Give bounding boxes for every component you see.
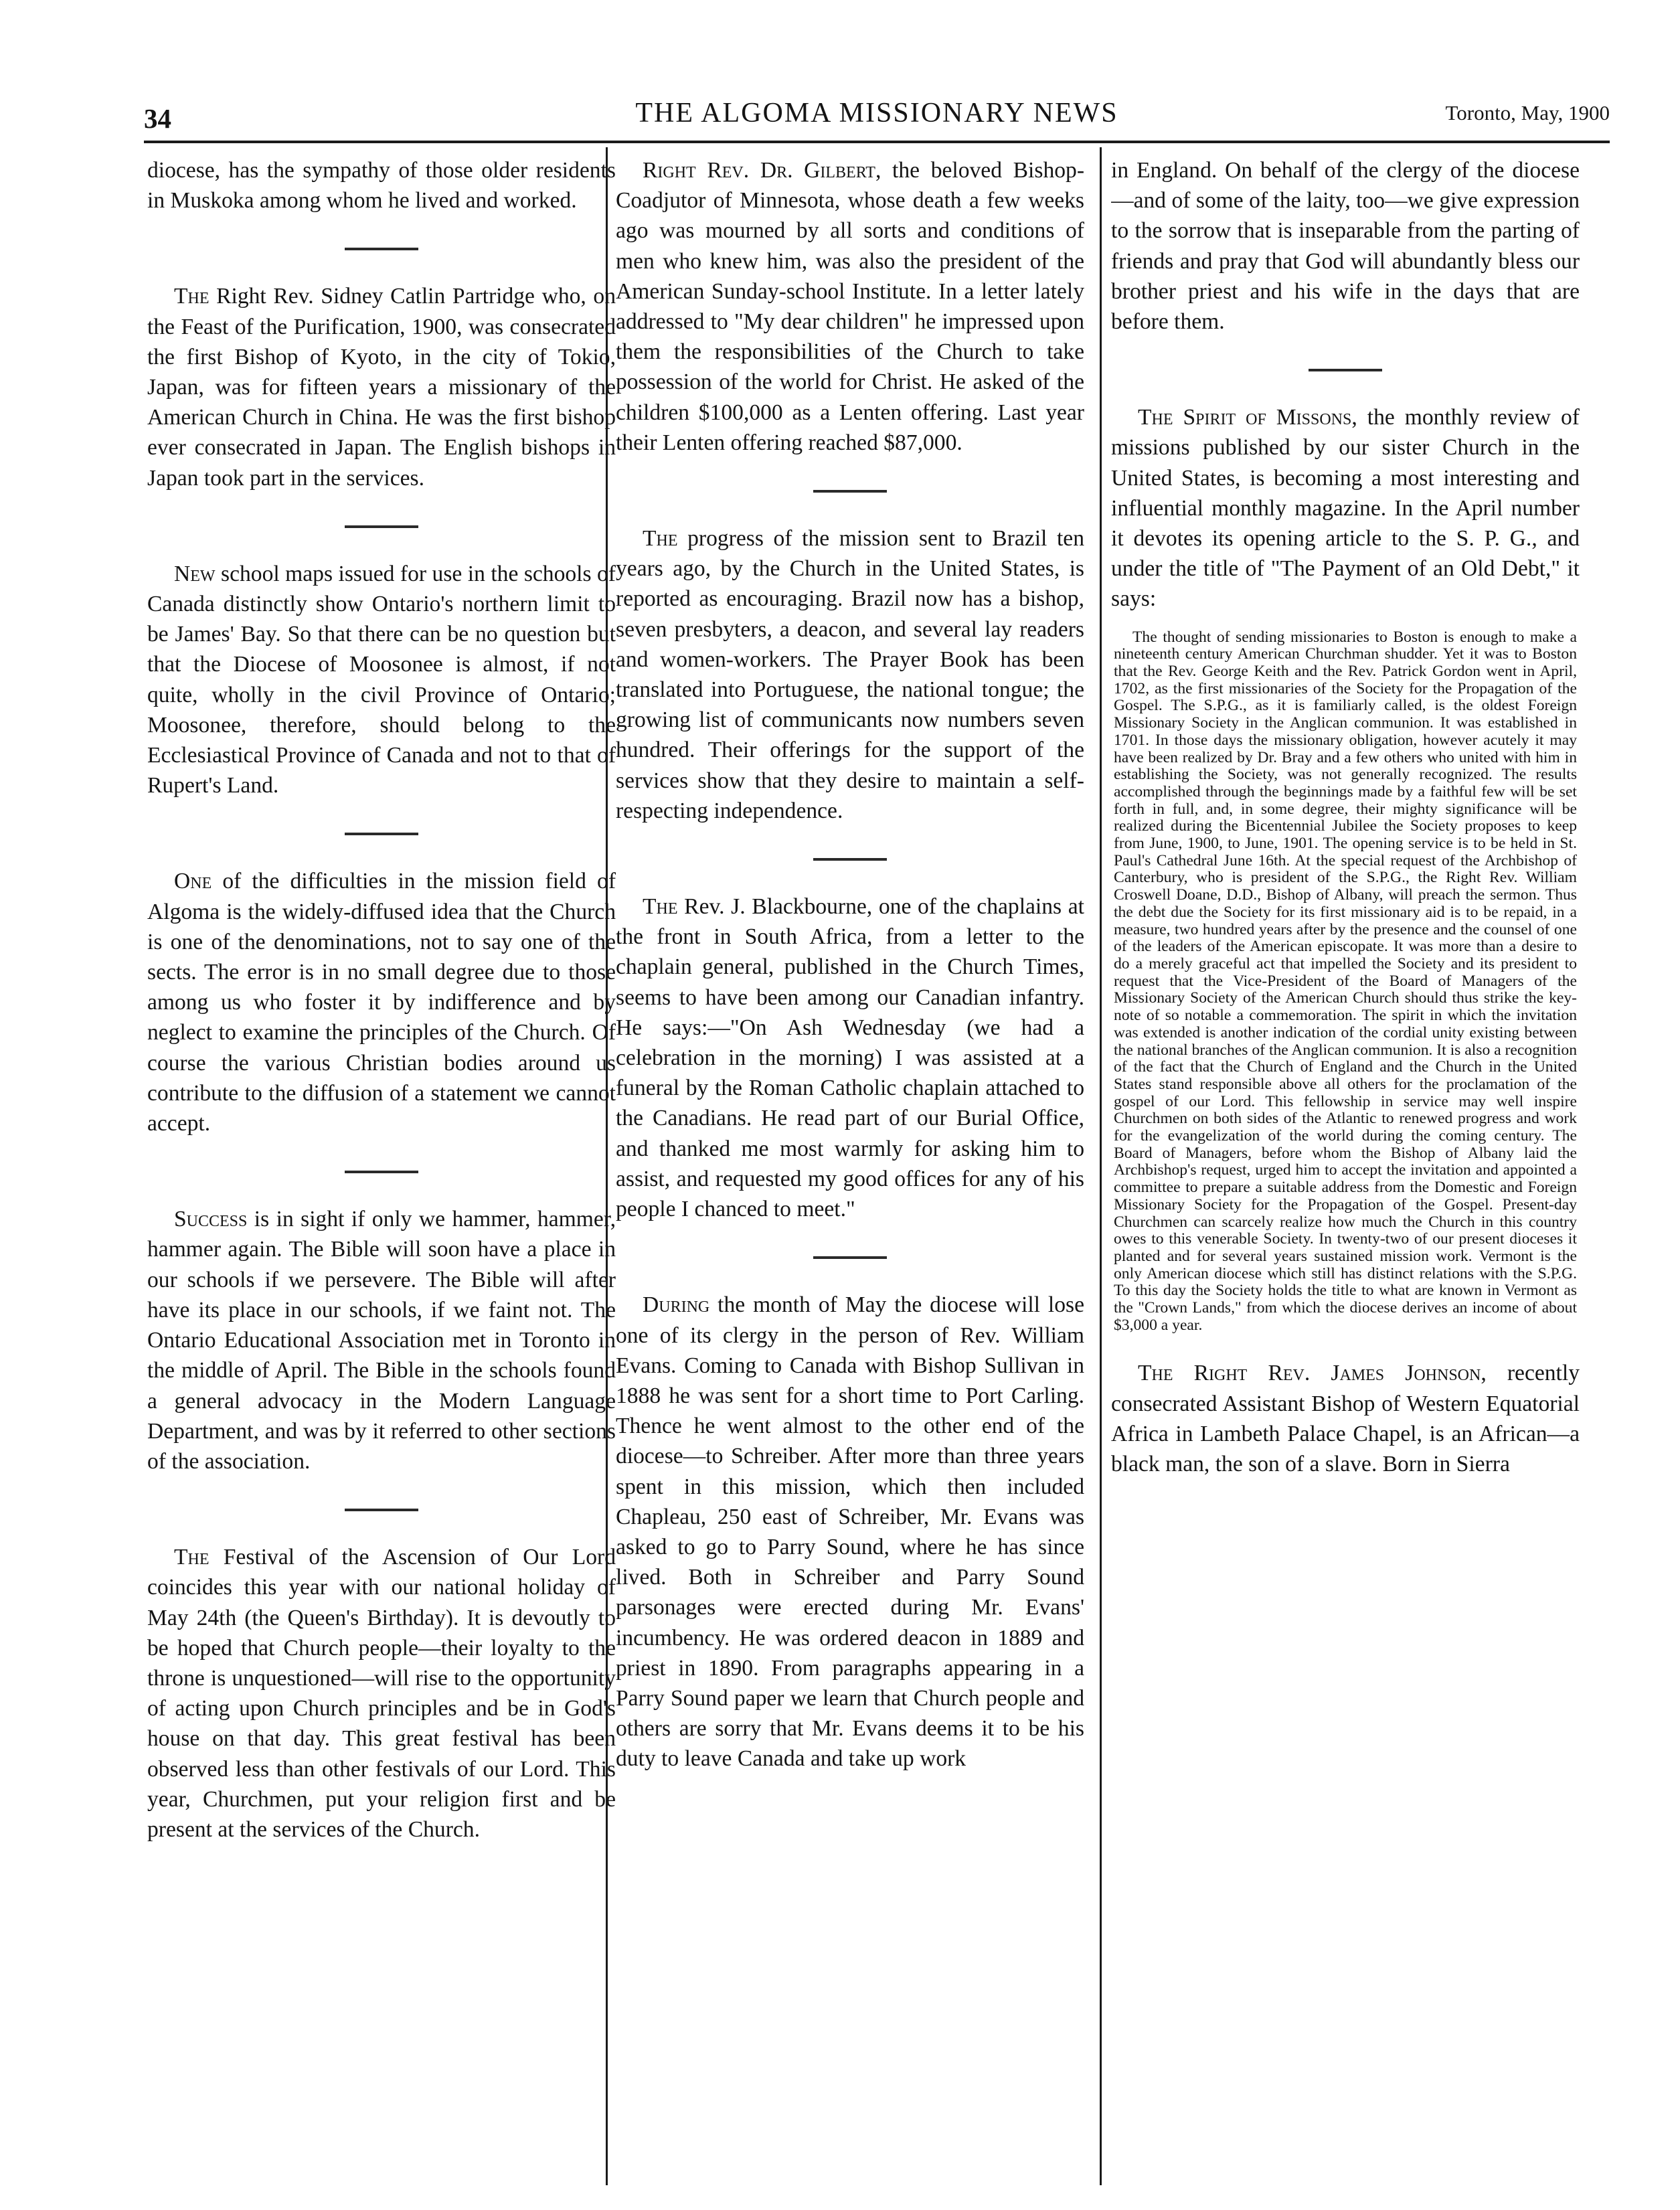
section-divider — [1309, 369, 1382, 371]
article-paragraph — [1111, 1358, 1580, 1479]
quoted-passage — [1111, 629, 1580, 1335]
column-2 — [616, 155, 1084, 2190]
article-paragraph — [147, 559, 616, 801]
paragraph-text: Rev. J. Blackbourne, one of the chaplains at the front in South Africa, from a letter to the chaplain general, published in the Church Times, seems to have been among our Canadian infantry. He says:—"On Ash Wednesday (we had a celebration in the morning) I was assisted at a funeral by the Roman Catholic chaplain attached to the Canadians. He read part of our Burial Office, and thanked me most warmly for asking him to assist, and requested my good offices for any of his people I chanced to meet." — [616, 894, 1084, 1222]
paragraph-text: The thought of sending missionaries to Boston is enough to make a nineteenth century American Churchman shudder. Yet it was to Boston that the Rev. George Keith and the Rev. Patrick Gordon went in April, 1702, as the first missionaries of the Society for the Propagation of the Gospel. The S.P.G., as it is familiarly called, is the oldest Foreign Missionary Society in the Anglican communion. It was established in 1701. In those days the missionary obligation, however acutely it may have been realized by Dr. Bray and a few others who united with him in establishing the Society, was not generally recognized. The results accomplished through the beginnings made by a faithful few will be set forth in full, and, in some degree, their mighty significance will be realized during the Bicentennial Jubilee the Society proposes to keep from June, 1900, to June, 1901. The opening service is to be held in St. Paul's Cathedral June 16th. At the special request of the Archbishop of Canterbury, who is president of the S.P.G., the Right Rev. William Croswell Doane, D.D., Bishop of Albany, will preach the sermon. Thus the debt due the Society for its first missionary aid is to be repaid, in a measure, two hundred years after by the presence and the counsel of one of the leaders of the American episcopate. It was more than a desire to do a merely graceful act that impelled the Society and its president to request that the Vice-President of the Board of Managers of the Missionary Society of the American Church should thus strike the key-note of so notable a commemoration. The spirit in which the invitation was extended is another indication of the cordial unity existing between the national branches of the Anglican communion. It is also a recognition of the fact that the Church of England and the Church in the United States stand responsible above all others for the proclamation of the gospel of our Lord. This fellowship in service may well inspire Churchmen on both sides of the Atlantic to renewed progress and work for the evangelization of the world during the coming century. The Board of Managers, before whom the Bishop of Albany laid the Archbishop's request, urged him to accept the invitation and appointed a committee to prepare a suitable address from the Domestic and Foreign Missionary Society for the Propagation of the Gospel. Present-day Churchmen can scarcely realize how much the Church in this country owes to this venerable Society. In twenty-two of our present dioceses it planted and for several years sustained mission work. Vermont is the only American diocese which still has distinct relations with the S.P.G. To this day the Society holds the title to what are known in Vermont as the "Crown Lands," from which the diocese derives an income of about $3,000 a year. — [1114, 628, 1577, 1334]
paragraph-text: the beloved Bishop-Coadjutor of Minnesota, whose death a few weeks ago was mourned by all sorts and conditions of men who knew him, was also the president of the American Sunday-school Institute. In a letter lately addressed to "My dear children" he impressed upon them the responsibilities of the Church to take possession of the world for Christ. He asked of the children $100,000 as a Lenten offering. Last year their Lenten offering reached $87,000. — [616, 158, 1084, 455]
section-divider — [345, 248, 418, 250]
masthead: THE ALGOMA MISSIONARY NEWS — [635, 98, 1118, 129]
paragraph-text: diocese, has the sympathy of those older residents in Muskoka among whom he lived and worked. — [147, 158, 616, 214]
paragraph-text: the month of May the diocese will lose one of its clergy in the person of Rev. William Evans. Coming to Canada with Bishop Sullivan in 1888 he was sent for a short time to Port Carling. Thence he went almost to the other end of the diocese—to Schreiber. After more than three years spent in this mission, which then included Chapleau, 250 east of Schreiber, Mr. Evans was asked to go to Parry Sound, where he has since lived. Both in Schreiber and Parry Sound parsonages were erected during Mr. Evans' incumbency. He was ordered deacon in 1889 and priest in 1890. From paragraphs appearing in a Parry Sound paper we learn that Church people and others are sorry that Mr. Evans deems it to be his duty to leave Canada and take up work — [616, 1292, 1084, 1772]
article-paragraph — [1111, 402, 1580, 614]
article-paragraph — [147, 866, 616, 1138]
paragraph-text: recently consecrated Assistant Bishop of Western Equatorial Africa in Lambeth Palace Chapel, is an African—a black man, the son of a slave. Born in Sierra — [1111, 1361, 1580, 1477]
lead-in: The — [643, 894, 678, 920]
article-paragraph — [616, 523, 1084, 826]
article-paragraph — [1111, 155, 1580, 337]
paragraph-text: Festival of the Ascension of Our Lord coincides this year with our national holiday of May 24th (the Queen's Birthday). It is devoutly to be hoped that Church people—their loyalty to the throne is unquestioned—will rise to the opportunity of acting upon Church principles and be in God's house on that day. This great festival has been observed less than other festivals of our Lord. This year, Churchmen, put your religion first and be present at the services of the Church. — [147, 1545, 616, 1842]
paragraph-text: is in sight if only we hammer, hammer, hammer again. The Bible will soon have a place in our schools if we persevere. The Bible will after have its place in our schools, if we faint not. The Ontario Educational Association met in Toronto in the middle of April. The Bible in the schools found a general advocacy in the Modern Language Department, and was by it referred to other sections of the association. — [147, 1207, 616, 1474]
lead-in: New — [174, 561, 216, 586]
page-header — [144, 90, 1610, 137]
lead-in: The — [174, 1545, 209, 1570]
column-3 — [1111, 155, 1580, 2190]
article-paragraph — [147, 1542, 616, 1845]
lead-in: The — [174, 284, 209, 309]
lead-in: The Right Rev. James Johnson, — [1138, 1361, 1487, 1386]
paragraph-text: the monthly review of missions published by our sister Church in the United States, is becoming a most interesting and influential monthly magazine. In the April number it devotes its opening article to the S. P. G., and under the title of "The Payment of an Old Debt," it says: — [1111, 405, 1580, 612]
paragraph-text: progress of the mission sent to Brazil ten years ago, by the Church in the United States, is reported as encouraging. Brazil now has a bishop, seven presbyters, a deacon, and several lay readers and women-workers. The Prayer Book has been translated into Portuguese, the national tongue; the growing list of communicants now numbers seven hundred. Their offerings for the support of the services show that they desire to maintain a self-respecting independence. — [616, 526, 1084, 823]
lead-in: Success — [174, 1207, 248, 1232]
article-paragraph — [147, 155, 616, 216]
article-paragraph — [147, 1204, 616, 1476]
dateline: Toronto, May, 1900 — [1445, 101, 1610, 124]
lead-in: One — [174, 869, 212, 894]
section-divider — [345, 525, 418, 528]
article-paragraph — [616, 891, 1084, 1224]
section-divider — [345, 833, 418, 835]
column-rule-right — [1100, 147, 1102, 2185]
paragraph-text: in England. On behalf of the clergy of the diocese—and of some of the laity, too—we give expression to the sorrow that is inseparable from the parting of friends and pray that God will abundantly bless our brother priest and his wife in the days that are before them. — [1111, 158, 1580, 335]
article-paragraph — [616, 155, 1084, 458]
section-divider — [813, 1256, 887, 1259]
section-divider — [813, 858, 887, 861]
article-paragraph — [147, 281, 616, 493]
column-1 — [147, 155, 616, 2190]
lead-in: The Spirit of Missons, — [1138, 405, 1357, 430]
paragraph-text: school maps issued for use in the schools of Canada distinctly show Ontario's northern limit to be James' Bay. So that there can be no question but that the Diocese of Moosonee is almost, if not quite, wholly in the civil Province of Ontario; Moosonee, therefore, should belong to the Ecclesiastical Province of Canada and not to that of Rupert's Land. — [147, 561, 616, 798]
lead-in: Right Rev. Dr. Gilbert, — [643, 158, 881, 183]
article-paragraph — [616, 1290, 1084, 1774]
paragraph-text: of the difficulties in the mission field of Algoma is the widely-diffused idea that the Church is one of the denominations, not to say one of the sects. The error is in no small degree due to those among us who foster it by indifference and by neglect to examine the principles of the Church. Of course the various Christian bodies around us contribute to the diffusion of a statement we cannot accept. — [147, 869, 616, 1136]
section-divider — [345, 1171, 418, 1173]
page-number: 34 — [144, 103, 171, 134]
paragraph-text: Right Rev. Sidney Catlin Partridge who, on the Feast of the Purification, 1900, was consecrated the first Bishop of Kyoto, in the city of Tokio, Japan, was for fifteen years a missionary of the American Church in China. He was the first bishop ever consecrated in Japan. The English bishops in Japan took part in the services. — [147, 284, 616, 491]
section-divider — [345, 1509, 418, 1511]
lead-in: During — [643, 1292, 710, 1318]
header-rule — [144, 141, 1610, 143]
section-divider — [813, 490, 887, 493]
lead-in: The — [643, 526, 678, 551]
